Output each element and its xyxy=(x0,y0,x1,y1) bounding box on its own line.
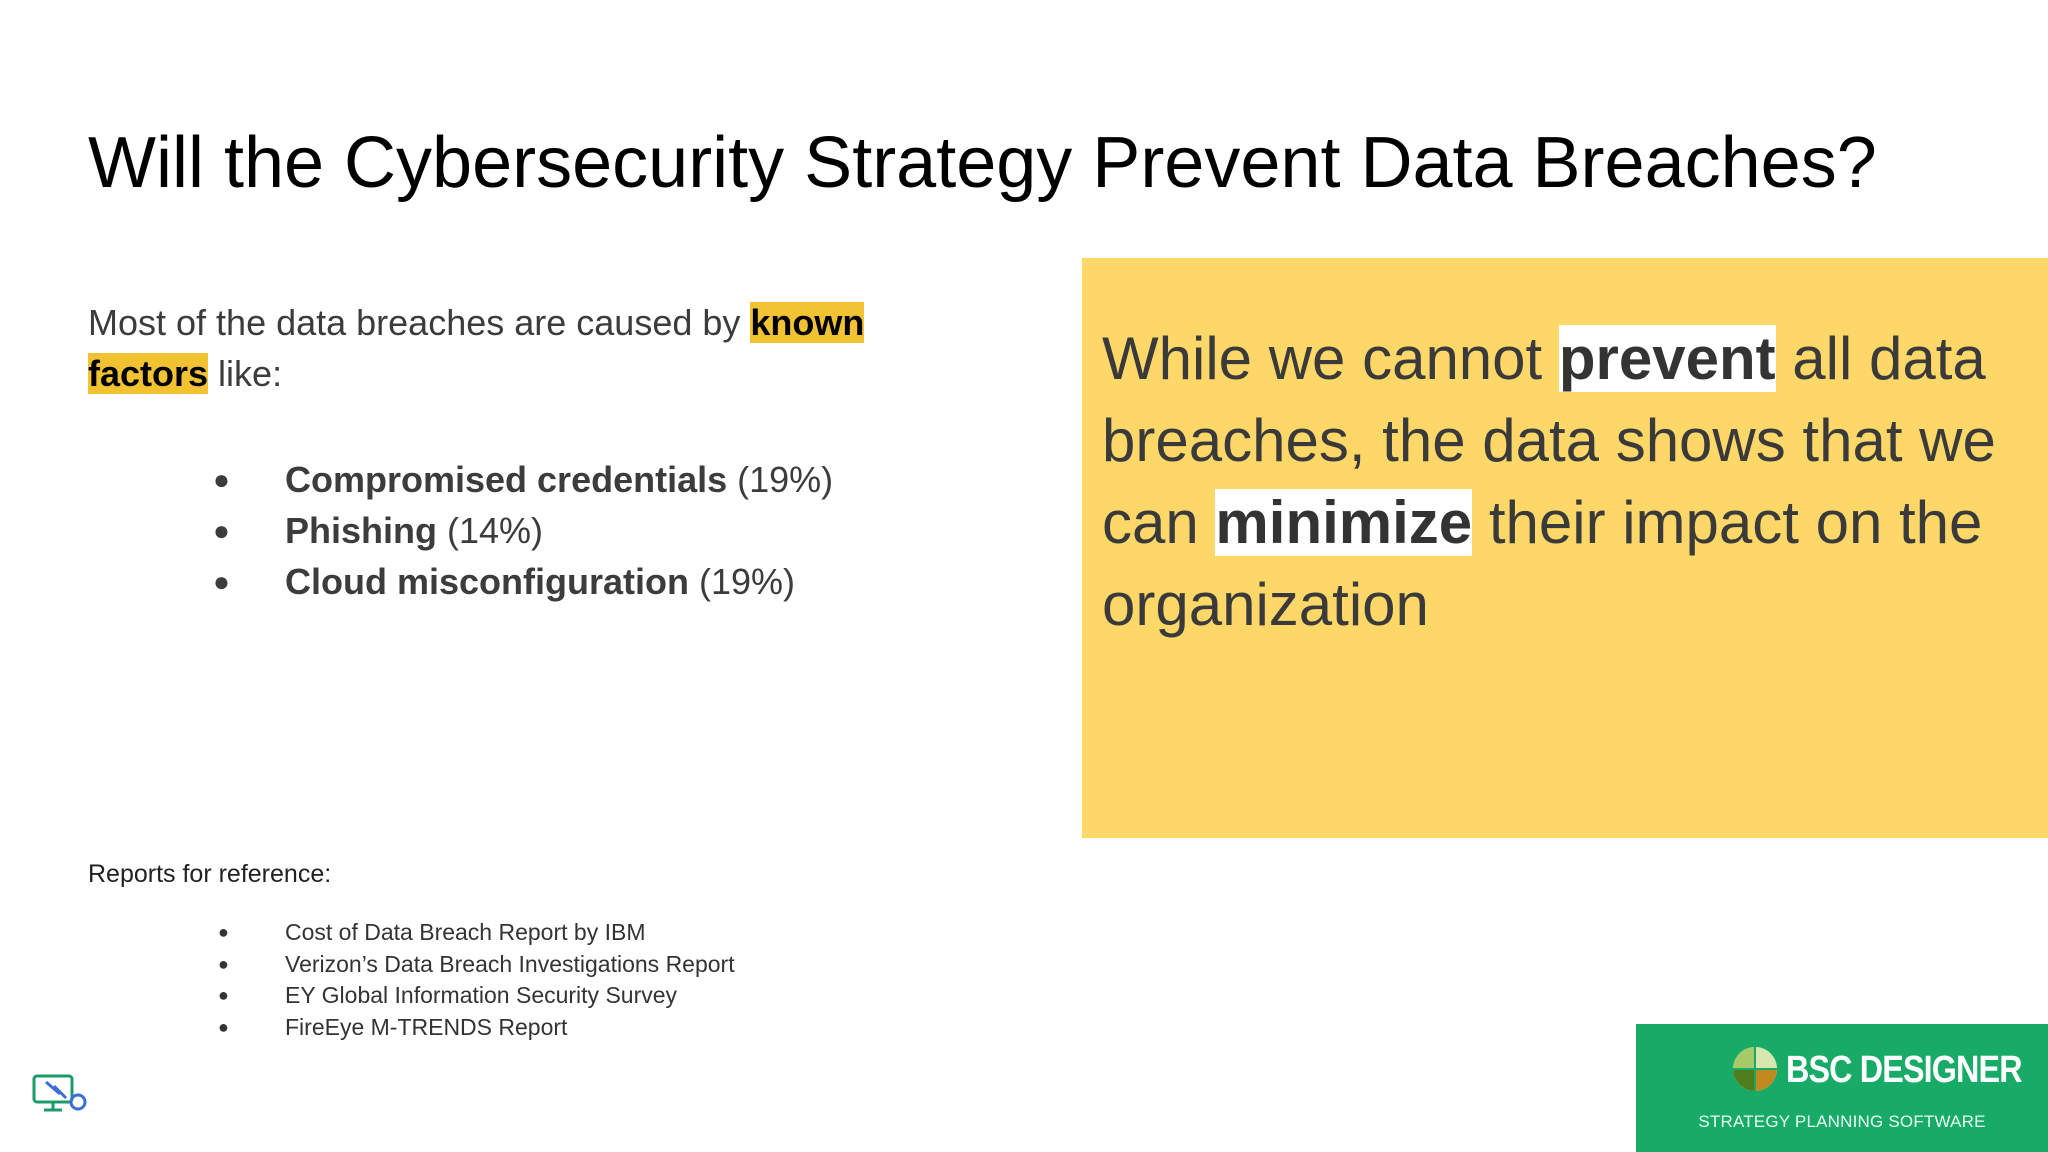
callout-part-3: their impact on the organization xyxy=(1102,489,1983,638)
callout-part-2: all data breaches, the data shows that we can xyxy=(1102,325,1996,556)
causes-list xyxy=(88,454,833,607)
highlight-factors: factors xyxy=(88,353,209,394)
pie-logo-icon xyxy=(1732,1046,1778,1092)
brand-name: BSC DESIGNER xyxy=(1786,1049,2022,1091)
report-title: Verizon’s Data Breach Investigations Report xyxy=(285,950,735,977)
callout-keyword-minimize: minimize xyxy=(1215,489,1473,556)
highlight-known: known xyxy=(750,302,865,343)
cause-value: (19%) xyxy=(688,561,796,602)
bullet-icon: ● xyxy=(213,566,230,597)
brand-tagline: STRATEGY PLANNING SOFTWARE xyxy=(1698,1112,1986,1131)
callout-part-1: While we cannot xyxy=(1102,325,1559,392)
list-item xyxy=(88,505,833,556)
reports-list xyxy=(88,917,735,1043)
list-item xyxy=(88,454,833,505)
intro-paragraph xyxy=(88,297,948,399)
cause-value: (14%) xyxy=(437,510,544,551)
cause-value: (19%) xyxy=(727,459,834,500)
bullet-icon: ● xyxy=(218,1016,229,1037)
cause-name: Compromised credentials xyxy=(285,459,728,500)
bullet-icon: ● xyxy=(218,922,229,942)
callout-box xyxy=(1082,258,2048,838)
cause-name: Phishing xyxy=(285,510,437,551)
bullet-icon: ● xyxy=(218,985,229,1005)
cause-name: Cloud misconfiguration xyxy=(285,561,689,602)
slide-title: Will the Cybersecurity Strategy Prevent Data Breaches? xyxy=(88,123,1877,203)
report-title: Cost of Data Breach Report by IBM xyxy=(285,919,646,945)
intro-text-after: like: xyxy=(208,353,283,394)
monitor-presentation-icon xyxy=(32,1072,90,1114)
list-item xyxy=(88,949,735,981)
report-title: FireEye M-TRENDS Report xyxy=(285,1013,568,1040)
bullet-icon: ● xyxy=(213,515,230,546)
list-item xyxy=(88,556,833,607)
callout-keyword-prevent: prevent xyxy=(1558,325,1776,392)
list-item xyxy=(88,980,735,1012)
brand-logo xyxy=(1636,1024,2048,1152)
list-item xyxy=(88,1012,735,1044)
intro-text-before: Most of the data breaches are caused by xyxy=(88,302,751,343)
bullet-icon: ● xyxy=(213,464,230,495)
callout-text xyxy=(1102,318,2022,646)
report-title: EY Global Information Security Survey xyxy=(285,982,678,1008)
list-item xyxy=(88,917,735,949)
bullet-icon: ● xyxy=(218,953,229,974)
reports-label: Reports for reference: xyxy=(88,860,332,888)
